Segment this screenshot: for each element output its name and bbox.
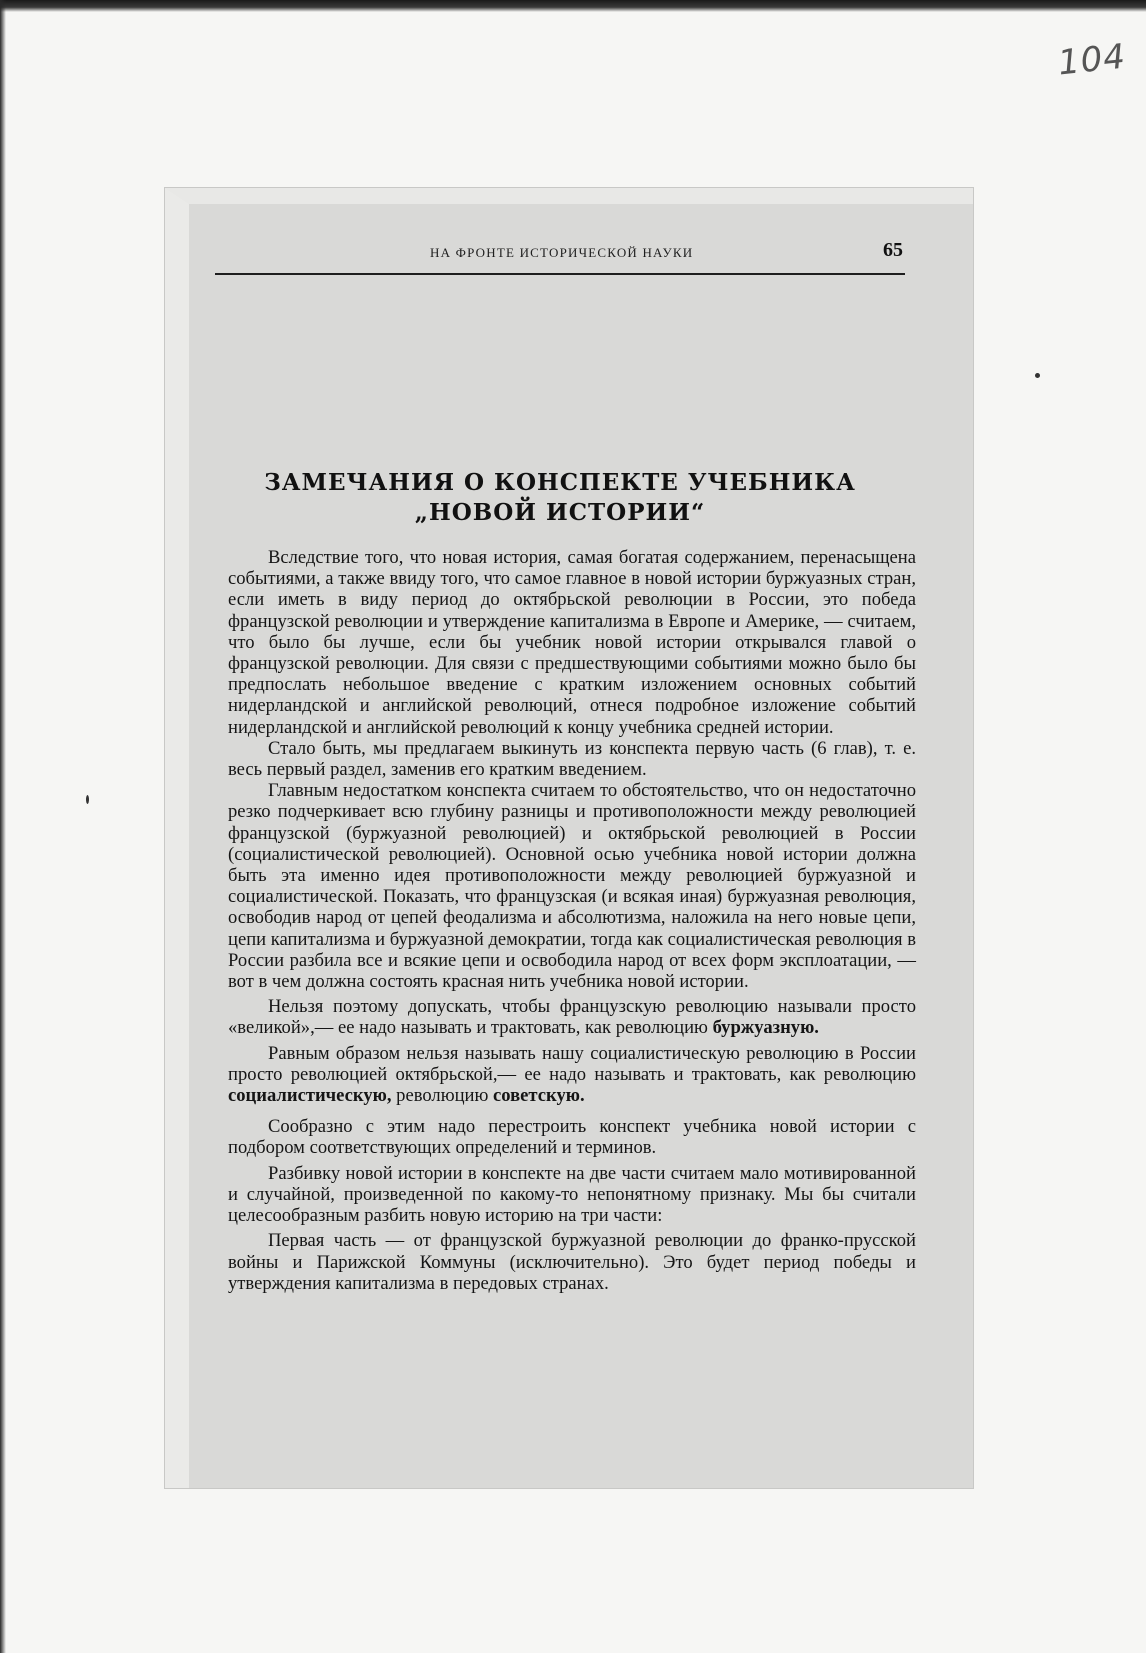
article-title-line-1: ЗАМЕЧАНИЯ О КОНСПЕКТЕ УЧЕБНИКА (264, 469, 856, 496)
paragraph-5-text-b: революцию (391, 1085, 494, 1107)
paragraph-1: Вследствие того, что новая история, самая богатая содержанием, перенасыщена событиями, а также ввиду того, что самое главное в новой истории буржуазных стран, если иметь в виду период до октябрьской революции в России, это победа французской революции и утверждение капитализма в Европе и Америке, — считаем, что было бы лучше, если бы учебник новой истории открывался главой о французской революции. Для связи с предшествующими событиями можно было бы предпослать небольшое введение с кратким изложением основных событий нидерландской и английской революций, отнеся подробное изложение событий нидерландской и английской революций к концу учебника средней истории. (228, 547, 916, 738)
running-title: НА ФРОНТЕ ИСТОРИЧЕСКОЙ НАУКИ (430, 245, 694, 260)
paragraph-4-emphasis: буржуазную. (712, 1017, 819, 1039)
scan-edge-top (0, 0, 1146, 12)
paragraph-7: Разбивку новой истории в конспекте на две части считаем мало мотивированной и случайной, произведенной по какому-то непонятному признаку. Мы бы считали целесообразным разбить новую историю на три части: (228, 1162, 916, 1227)
paragraph-5 (228, 1043, 916, 1107)
paragraph-3: Главным недостатком конспекта считаем то обстоятельство, что он недостаточно резко подчеркивает всю глубину разницы и противоположности между революцией французской (буржуазной революцией) и октябрьской революцией в России (социалистической революцией). Основной осью учебника новой истории должна быть эта именно идея противоположности между революцией буржуазной и социалистической. Показать, что французская (и всякая иная) буржуазная революция, освободив народ от цепей феодализма и абсолютизма, наложила на него новые цепи, цепи капитализма и буржуазной демократии, тогда как социалистическая революция в России разбила все и всякие цепи и освободила народ от всех форм эксплоатации, — вот в чем должна состоять красная нить учебника новой истории. (228, 780, 916, 993)
scan-speck (86, 795, 89, 804)
scan-speck (1035, 373, 1040, 378)
paragraph-5-emphasis-b: советскую. (493, 1085, 585, 1107)
scan-edge-left (0, 0, 6, 1653)
article-body (228, 547, 916, 1294)
running-header (215, 239, 905, 275)
paragraph-6: Сообразно с этим надо перестроить конспект учебника новой истории с подбором соответствующих определений и терминов. (228, 1116, 916, 1159)
paragraph-4-text: Нельзя поэтому допускать, чтобы французскую революцию называли просто «великой»,— ее надо называть и трактовать, как революцию (228, 996, 916, 1039)
paragraph-5-emphasis-a: социалистическую, (228, 1085, 392, 1107)
page-number: 65 (883, 239, 903, 261)
paragraph-5-text-a: Равным образом нельзя называть нашу социалистическую революцию в России просто революцией октябрьской,— ее надо называть и трактовать, как революцию (228, 1042, 916, 1085)
paragraph-8: Первая часть — от французской буржуазной революции до франко-прусской войны и Парижской Коммуны (исключительно). Это будет период победы и утверждения капитализма в передовых странах. (228, 1230, 916, 1294)
paragraph-2: Стало быть, мы предлагаем выкинуть из конспекта первую часть (6 глав), т. е. весь первый раздел, заменив его кратким введением. (228, 737, 916, 781)
archive-folio-number: 104 (1056, 36, 1128, 84)
article-title-line-2: „НОВОЙ ИСТОРИИ“ (414, 499, 706, 526)
paragraph-4 (228, 996, 916, 1038)
article-title (200, 468, 920, 528)
